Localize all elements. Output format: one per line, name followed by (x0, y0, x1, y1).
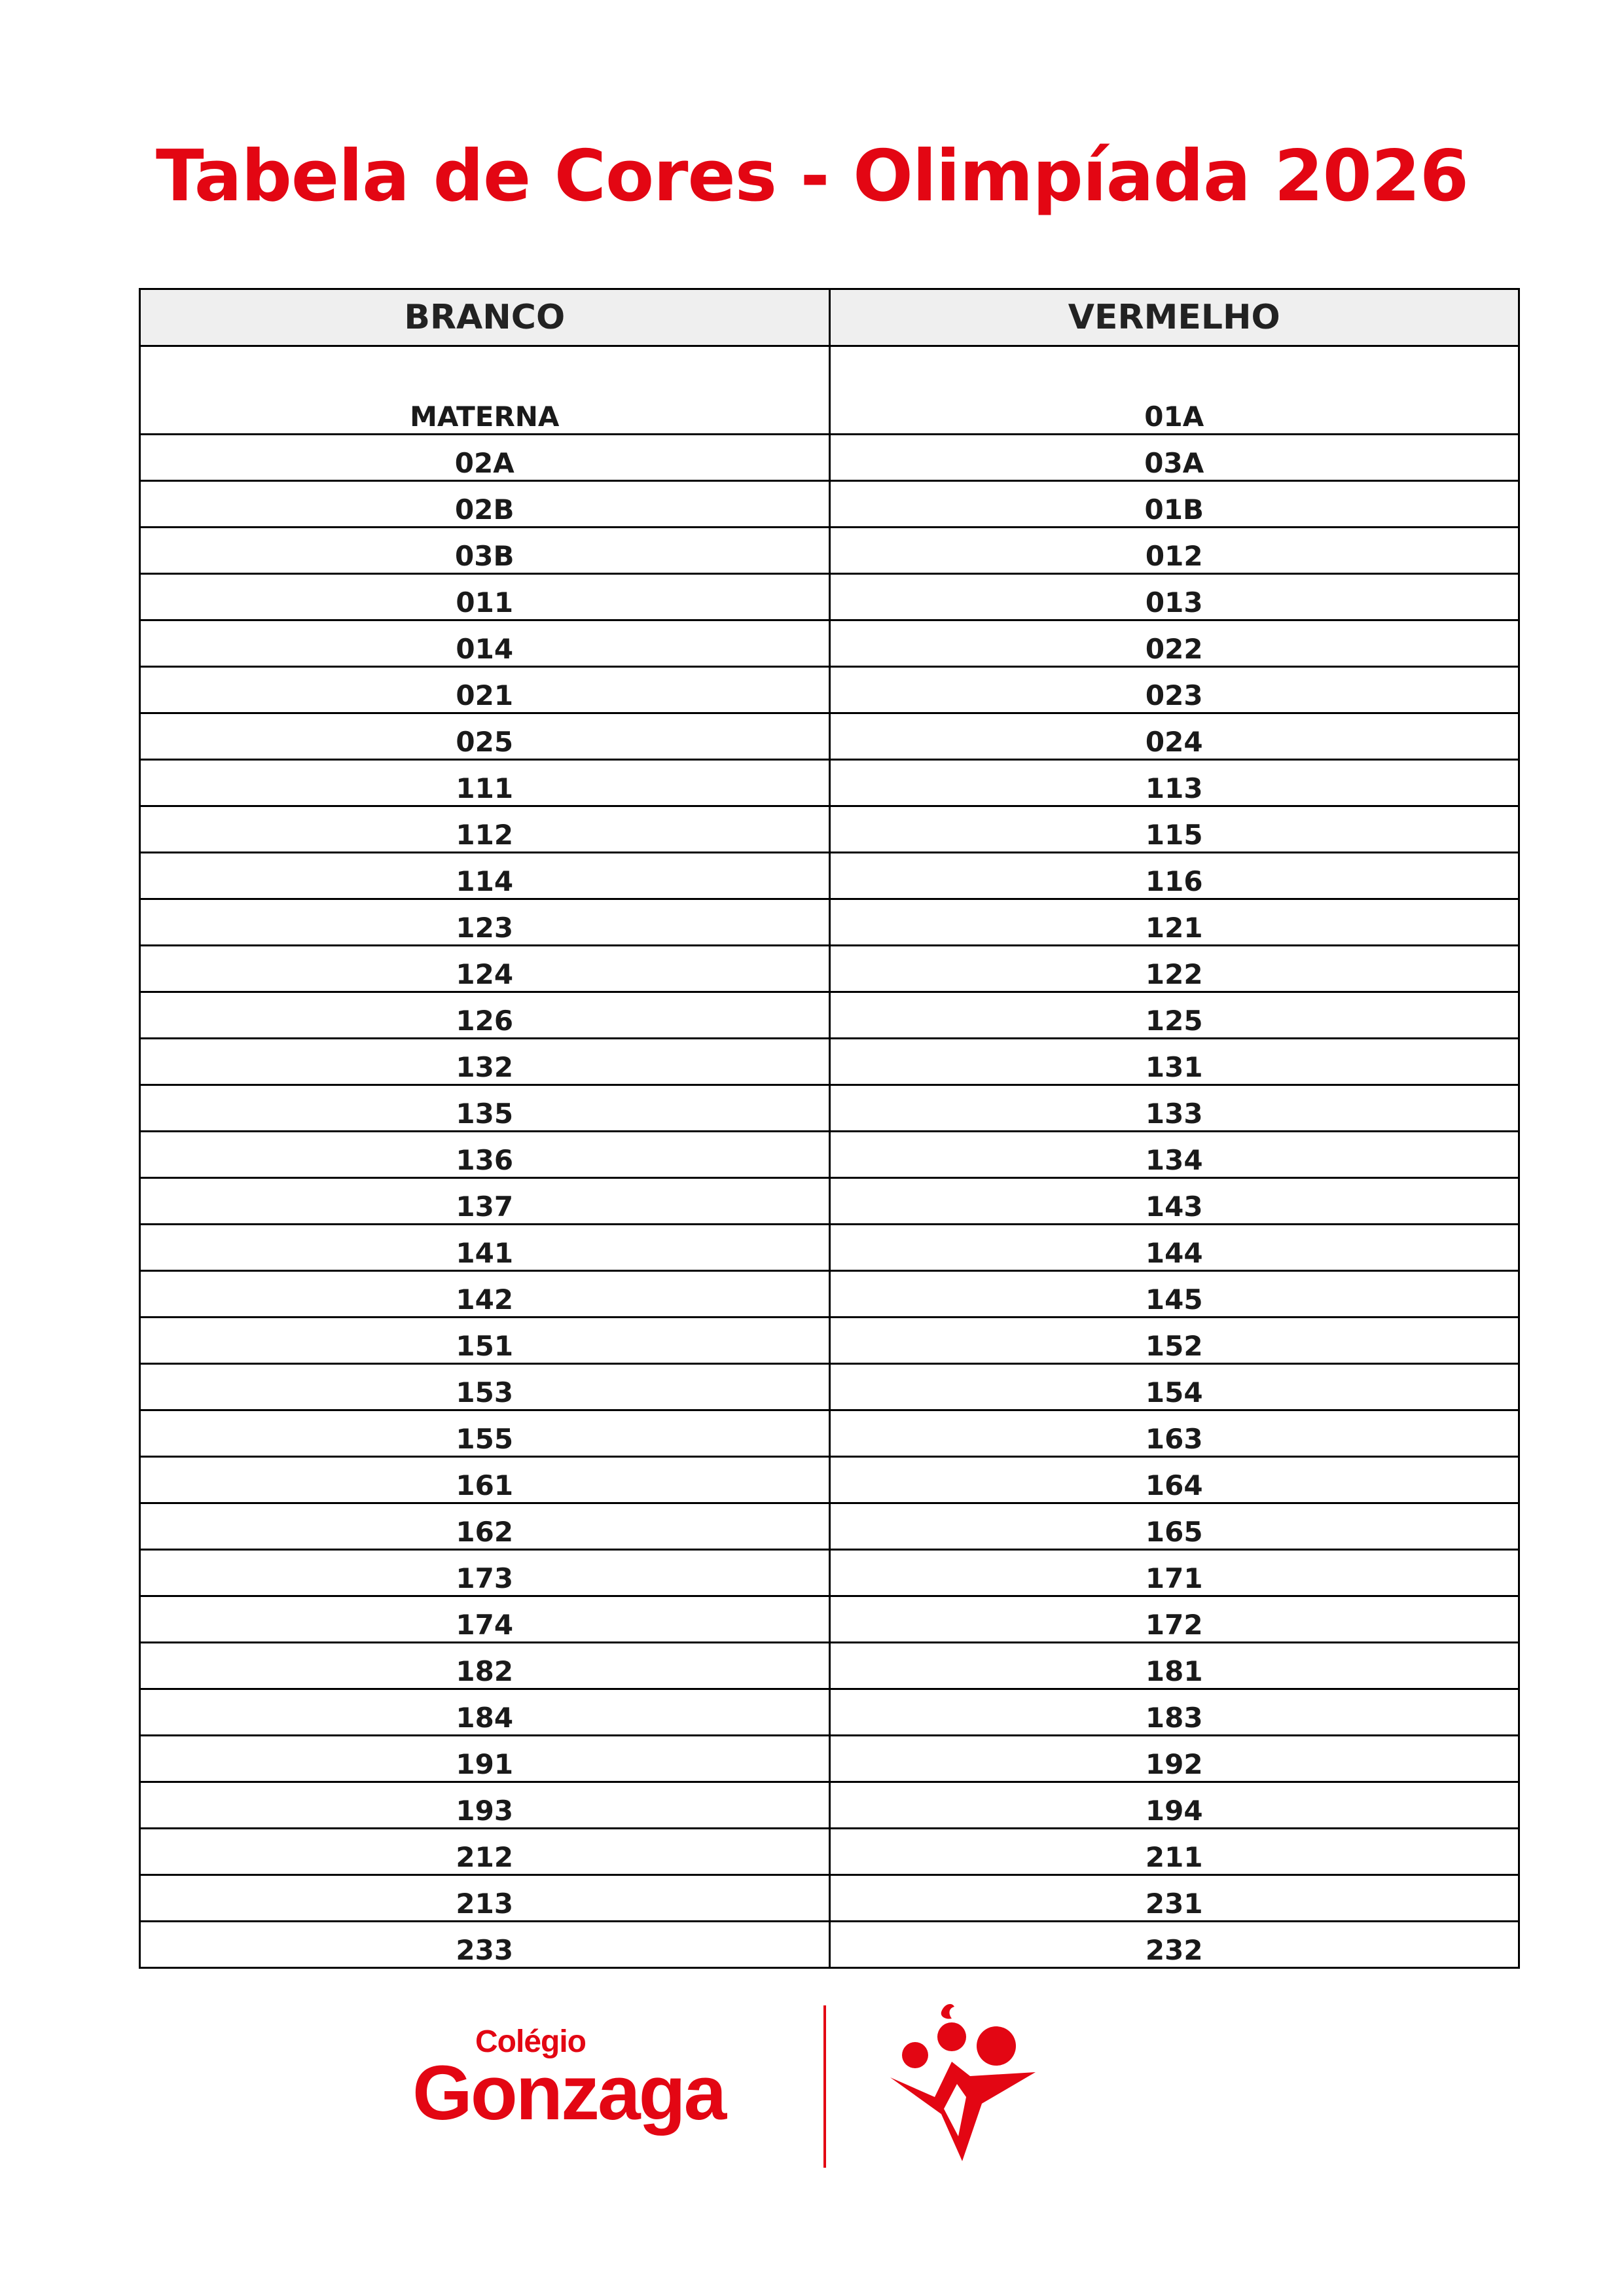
logo-line-colegio: Colégio (475, 2024, 586, 2059)
cell-branco: 141 (140, 1225, 830, 1271)
cell-vermelho: 144 (829, 1225, 1519, 1271)
cell-vermelho: 211 (829, 1829, 1519, 1875)
cell-branco: 193 (140, 1782, 830, 1829)
cell-branco: 184 (140, 1689, 830, 1736)
cell-vermelho: 121 (829, 899, 1519, 946)
table-row (140, 1039, 1519, 1085)
table-row (140, 806, 1519, 853)
table-row (140, 760, 1519, 806)
cell-vermelho: 01A (829, 346, 1519, 435)
cell-vermelho: 133 (829, 1085, 1519, 1132)
table-row (140, 1085, 1519, 1132)
cell-vermelho: 01B (829, 481, 1519, 528)
cell-branco: 111 (140, 760, 830, 806)
table-row (140, 899, 1519, 946)
cell-vermelho: 152 (829, 1318, 1519, 1364)
cell-branco: 137 (140, 1178, 830, 1225)
table-row (140, 1410, 1519, 1457)
table-row (140, 1318, 1519, 1364)
cell-branco: 124 (140, 946, 830, 992)
cell-branco: 213 (140, 1875, 830, 1922)
cell-branco: 161 (140, 1457, 830, 1503)
cell-branco: 155 (140, 1410, 830, 1457)
cell-vermelho: 154 (829, 1364, 1519, 1410)
cell-vermelho: 181 (829, 1643, 1519, 1689)
table-row (140, 1689, 1519, 1736)
table-row (140, 1736, 1519, 1782)
table-row (140, 1271, 1519, 1318)
cell-branco: 182 (140, 1643, 830, 1689)
logo-divider (823, 2005, 826, 2168)
cell-vermelho: 183 (829, 1689, 1519, 1736)
table-row (140, 1503, 1519, 1550)
table-row (140, 574, 1519, 620)
table-row (140, 528, 1519, 574)
table-row (140, 1922, 1519, 1968)
cell-vermelho: 164 (829, 1457, 1519, 1503)
cell-branco: 174 (140, 1596, 830, 1643)
cell-branco: 123 (140, 899, 830, 946)
table-row (140, 620, 1519, 667)
table-row (140, 992, 1519, 1039)
cell-branco: 233 (140, 1922, 830, 1968)
cell-branco: 021 (140, 667, 830, 713)
cell-branco: 191 (140, 1736, 830, 1782)
table-row (140, 667, 1519, 713)
table-row (140, 1829, 1519, 1875)
table-row (140, 1782, 1519, 1829)
cell-vermelho: 192 (829, 1736, 1519, 1782)
cell-vermelho: 145 (829, 1271, 1519, 1318)
table-body (140, 346, 1519, 1968)
cell-vermelho: 113 (829, 760, 1519, 806)
table-row (140, 1225, 1519, 1271)
table-row (140, 481, 1519, 528)
color-table (139, 288, 1520, 1969)
logo-line-gonzaga: Gonzaga (412, 2050, 725, 2136)
cell-branco: 135 (140, 1085, 830, 1132)
cell-branco: 03B (140, 528, 830, 574)
cell-vermelho: 116 (829, 853, 1519, 899)
table-row (140, 1178, 1519, 1225)
table-row (140, 1550, 1519, 1596)
cell-vermelho: 024 (829, 713, 1519, 760)
cell-branco: 014 (140, 620, 830, 667)
table-row (140, 853, 1519, 899)
page-title: Tabela de Cores - Olimpíada 2026 (155, 135, 1469, 217)
table-row (140, 946, 1519, 992)
cell-vermelho: 03A (829, 435, 1519, 481)
cell-branco: MATERNA (140, 346, 830, 435)
cell-branco: 136 (140, 1132, 830, 1178)
cell-vermelho: 125 (829, 992, 1519, 1039)
cell-branco: 173 (140, 1550, 830, 1596)
cell-vermelho: 013 (829, 574, 1519, 620)
cell-branco: 011 (140, 574, 830, 620)
cell-vermelho: 231 (829, 1875, 1519, 1922)
cell-vermelho: 232 (829, 1922, 1519, 1968)
column-header-vermelho: VERMELHO (829, 289, 1519, 346)
people-emblem-icon (884, 1999, 1041, 2169)
table-row (140, 713, 1519, 760)
cell-branco: 126 (140, 992, 830, 1039)
cell-vermelho: 023 (829, 667, 1519, 713)
cell-branco: 112 (140, 806, 830, 853)
cell-vermelho: 194 (829, 1782, 1519, 1829)
cell-vermelho: 012 (829, 528, 1519, 574)
table-row (140, 435, 1519, 481)
cell-vermelho: 022 (829, 620, 1519, 667)
cell-vermelho: 171 (829, 1550, 1519, 1596)
cell-branco: 132 (140, 1039, 830, 1085)
cell-vermelho: 115 (829, 806, 1519, 853)
cell-vermelho: 172 (829, 1596, 1519, 1643)
cell-branco: 025 (140, 713, 830, 760)
cell-branco: 212 (140, 1829, 830, 1875)
cell-vermelho: 134 (829, 1132, 1519, 1178)
table-row (140, 1364, 1519, 1410)
table-row (140, 1875, 1519, 1922)
table-row (140, 1596, 1519, 1643)
cell-vermelho: 163 (829, 1410, 1519, 1457)
table-row (140, 346, 1519, 435)
cell-branco: 151 (140, 1318, 830, 1364)
table-row (140, 1643, 1519, 1689)
cell-vermelho: 131 (829, 1039, 1519, 1085)
cell-branco: 162 (140, 1503, 830, 1550)
cell-branco: 02A (140, 435, 830, 481)
cell-branco: 02B (140, 481, 830, 528)
cell-branco: 153 (140, 1364, 830, 1410)
cell-vermelho: 165 (829, 1503, 1519, 1550)
cell-vermelho: 122 (829, 946, 1519, 992)
cell-vermelho: 143 (829, 1178, 1519, 1225)
colegio-gonzaga-logo (412, 1990, 1067, 2186)
table-row (140, 1457, 1519, 1503)
cell-branco: 142 (140, 1271, 830, 1318)
table-header-row (140, 289, 1519, 346)
cell-branco: 114 (140, 853, 830, 899)
column-header-branco: BRANCO (140, 289, 830, 346)
table-row (140, 1132, 1519, 1178)
